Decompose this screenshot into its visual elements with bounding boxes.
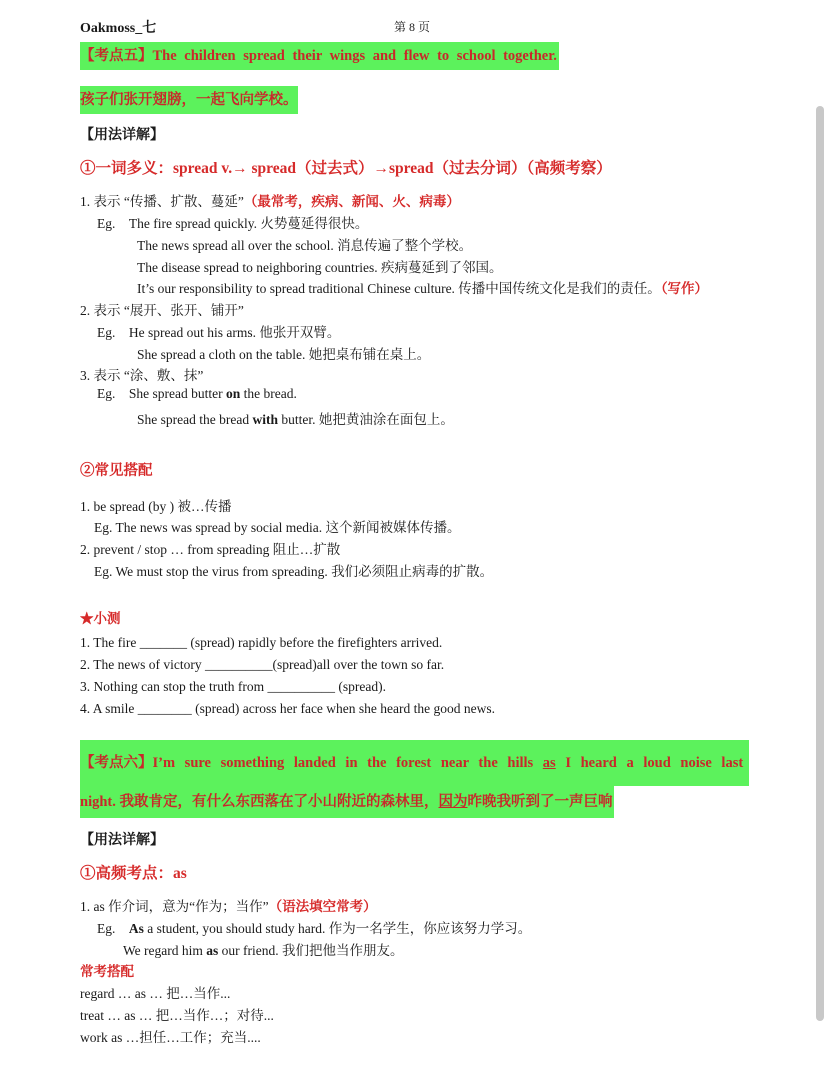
quiz-item: 3. Nothing can stop the truth from __________ (spread). xyxy=(80,679,386,694)
point6-line1: 【考点六】I’m sure something landed in the forest near the hills as I heard a loud noise last xyxy=(80,740,749,786)
polysemy-title: ①一词多义：spread v.→ spread（过去式）→spread（过去分词）（高频考察） xyxy=(80,160,612,177)
example-row: Eg. As a student, you should study hard. 作为一名学生，你应该努力学习。 xyxy=(97,921,532,936)
example-row: She spread a cloth on the table. 她把桌布铺在桌上。 xyxy=(137,347,431,362)
point5-title-en: 【考点五】The children spread their wings and flew to school together. xyxy=(80,42,559,70)
usage-heading-2: 【用法详解】 xyxy=(80,833,164,848)
example-row: The disease spread to neighboring countries. 疾病蔓延到了邻国。 xyxy=(137,260,503,275)
common-collocation: work as …担任…工作；充当.... xyxy=(80,1030,261,1045)
example-row: We regard him as our friend. 我们把他当作朋友。 xyxy=(123,943,404,958)
vertical-scrollbar[interactable] xyxy=(816,106,824,1021)
quiz-item: 1. The fire _______ (spread) rapidly before the firefighters arrived. xyxy=(80,635,443,650)
example-row: Eg. She spread butter on the bread. xyxy=(97,386,297,401)
writing-note: （写作） xyxy=(660,281,709,296)
collocation-item: 1. be spread (by ) 被…传播 xyxy=(80,499,232,514)
common-collocation: treat … as … 把…当作…；对待... xyxy=(80,1008,274,1023)
quiz-item: 4. A smile ________ (spread) across her face when she heard the good news. xyxy=(80,701,496,716)
collocation-example: Eg. We must stop the virus from spreading. 我们必须阻止病毒的扩散。 xyxy=(94,564,494,579)
meaning-2: 2. 表示 “展开、张开、铺开” xyxy=(80,303,244,318)
point5-title-cn: 孩子们张开翅膀，一起飞向学校。 xyxy=(80,86,298,114)
as-item: 1. as 作介词，意为“作为；当作”（语法填空常考） xyxy=(80,899,377,914)
example-row: Eg. The fire spread quickly. 火势蔓延得很快。 xyxy=(97,216,369,231)
quiz-item: 2. The news of victory __________(spread)all over the town so far. xyxy=(80,657,445,672)
hot-point-title: ①高频考点：as xyxy=(80,865,187,882)
meaning-1-note: （最常考，疾病、新闻、火、病毒） xyxy=(243,194,460,209)
collocation-item: 2. prevent / stop … from spreading 阻止…扩散 xyxy=(80,542,341,557)
quiz-title: ★小测 xyxy=(80,611,121,626)
page-number: 第 8 页 xyxy=(394,20,431,34)
meaning-1: 1. 表示 “传播、扩散、蔓延”（最常考，疾病、新闻、火、病毒） xyxy=(80,194,460,209)
example-row: The news spread all over the school. 消息传遍了整个学校。 xyxy=(137,238,473,253)
common-collocations-title: 常考搭配 xyxy=(80,964,134,979)
usage-heading: 【用法详解】 xyxy=(80,128,164,143)
example-row: Eg. He spread out his arms. 他张开双臂。 xyxy=(97,325,341,340)
collocations-title: ②常见搭配 xyxy=(80,463,153,479)
example-row: It’s our responsibility to spread traditional Chinese culture. 传播中国传统文化是我们的责任。（写作） xyxy=(137,281,709,296)
grammar-note: （语法填空常考） xyxy=(268,899,377,914)
meaning-3: 3. 表示 “涂、敷、抹” xyxy=(80,368,204,383)
header-title: Oakmoss_七 xyxy=(80,21,157,36)
common-collocation: regard … as … 把…当作... xyxy=(80,986,231,1001)
example-row: She spread the bread with butter. 她把黄油涂在面包上。 xyxy=(137,412,454,427)
collocation-example: Eg. The news was spread by social media. 这个新闻被媒体传播。 xyxy=(94,520,461,535)
point6-line2: night. 我敢肯定，有什么东西落在了小山附近的森林里，因为昨晚我听到了一声巨响 xyxy=(80,786,614,818)
